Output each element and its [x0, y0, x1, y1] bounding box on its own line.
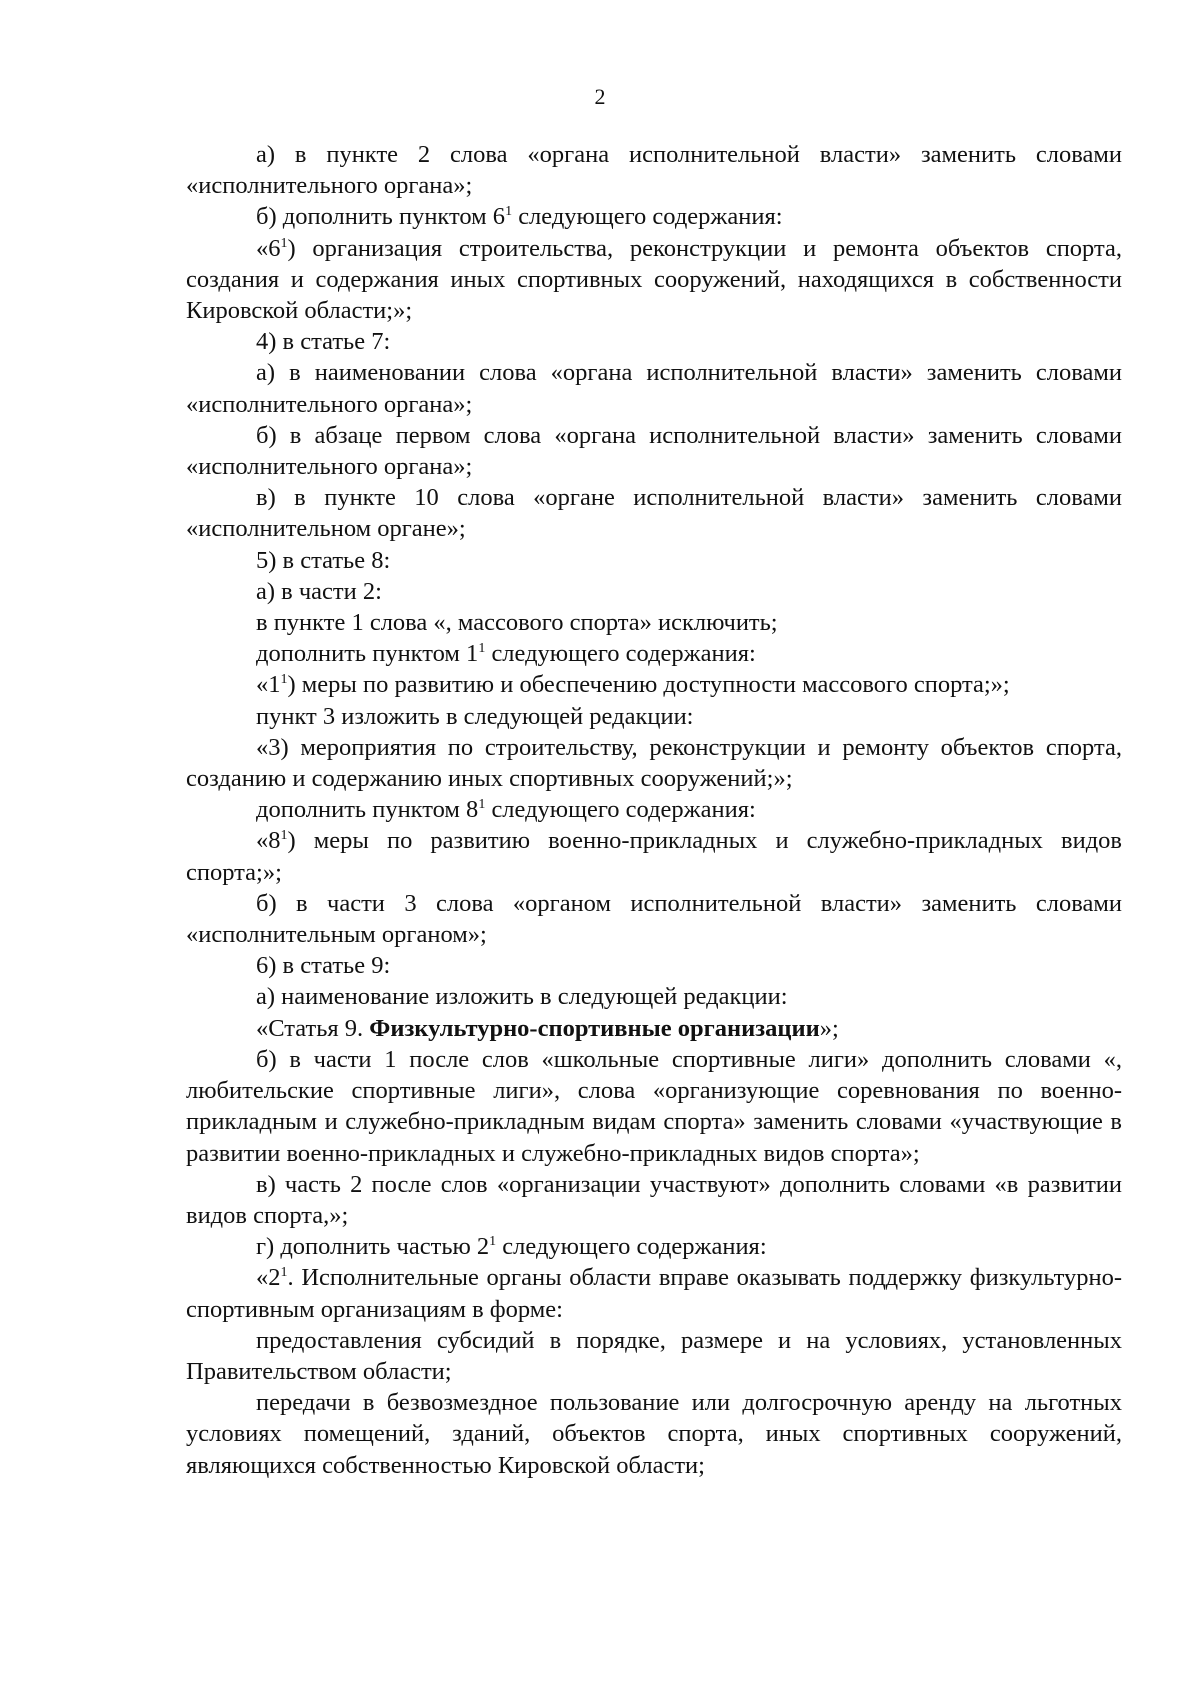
- superscript: 1: [280, 828, 288, 844]
- paragraph-p13: пункт 3 изложить в следующей редакции:: [256, 702, 694, 730]
- paragraph-p17: б) в части 3 слова «органом исполнительной власти» заменить словами «исполнительным органом»;: [186, 889, 1122, 949]
- document-body: [186, 139, 1122, 1481]
- paragraph-p15: дополнить пунктом $8^1$ следующего содержания:: [256, 796, 756, 824]
- paragraph-p23: г) дополнить частью $2^1$ следующего содержания:: [256, 1233, 767, 1261]
- paragraph-p22: в) часть 2 после слов «организации участвуют» дополнить словами «в развитии видов спорта,»;: [186, 1170, 1122, 1229]
- paragraph-p4: 4) в статье 7:: [256, 328, 391, 356]
- paragraph-p6: б) в абзаце первом слова «органа исполнительной власти» заменить словами «исполнительного органа»;: [186, 421, 1122, 481]
- paragraph-p1: а) в пункте 2 слова «органа исполнительной власти» заменить словами «исполнительного органа»;: [186, 141, 1122, 200]
- paragraph-p18: 6) в статье 9:: [256, 952, 391, 980]
- page-number: 2: [594, 84, 606, 109]
- paragraph-p24: «$2^1$. Исполнительные органы области вправе оказывать поддержку физкультурно-спортивным организациям в форме:: [186, 1264, 1122, 1323]
- paragraph-p10: в пункте 1 слова «, массового спорта» исключить;: [256, 609, 778, 637]
- paragraph-p21: б) в части 1 после слов «школьные спортивные лиги» дополнить словами «, любительские спортивные лиги», слова «организующие соревнования по военно-прикладным и служебно-прикладным видам спорта» заменить словами «участвующие в развитии военно-прикладных и служебно-прикладных видов спорта»;: [186, 1045, 1122, 1167]
- paragraph-p5: а) в наименовании слова «органа исполнительной власти» заменить словами «исполнительного органа»;: [186, 359, 1122, 418]
- superscript: 1: [280, 672, 288, 688]
- article-title-bold: Физкультурно-спортивные организации: [369, 1014, 820, 1042]
- paragraph-p26: передачи в безвозмездное пользование или долгосрочную аренду на льготных условиях помещений, зданий, объектов спорта, иных спортивных сооружений, являющихся собственностью Кировской области;: [186, 1389, 1122, 1479]
- paragraph-p7: в) в пункте 10 слова «органе исполнительной власти» заменить словами «исполнительном органе»;: [186, 484, 1122, 543]
- superscript: 1: [280, 235, 288, 251]
- superscript: 1: [280, 1265, 288, 1281]
- superscript: 1: [505, 204, 513, 220]
- paragraph-p3: «$6^1$) организация строительства, реконструкции и ремонта объектов спорта, создания и содержания иных спортивных сооружений, находящихся в собственности Кировской области;»;: [186, 234, 1122, 325]
- paragraph-p2: б) дополнить пунктом $6^1$ следующего содержания:: [256, 203, 783, 231]
- superscript: 1: [489, 1234, 497, 1250]
- paragraph-p14: «3) мероприятия по строительству, реконструкции и ремонту объектов спорта, созданию и содержанию иных спортивных сооружений;»;: [186, 733, 1122, 793]
- paragraph-p20: «Статья 9. Физкультурно-спортивные организации»;: [256, 1014, 839, 1042]
- superscript: 1: [478, 797, 486, 813]
- paragraph-p12: «$1^1$) меры по развитию и обеспечению доступности массового спорта;»;: [256, 671, 1010, 699]
- paragraph-p16: «$8^1$) меры по развитию военно-прикладных и служебно-прикладных видов спорта;»;: [186, 827, 1122, 886]
- paragraph-p11: дополнить пунктом $1^1$ следующего содержания:: [256, 640, 756, 668]
- paragraph-p25: предоставления субсидий в порядке, размере и на условиях, установленных Правительством области;: [186, 1326, 1122, 1385]
- paragraph-p8: 5) в статье 8:: [256, 546, 391, 574]
- paragraph-p19: а) наименование изложить в следующей редакции:: [256, 983, 788, 1011]
- superscript: 1: [478, 641, 486, 657]
- paragraph-p9: а) в части 2:: [256, 577, 382, 605]
